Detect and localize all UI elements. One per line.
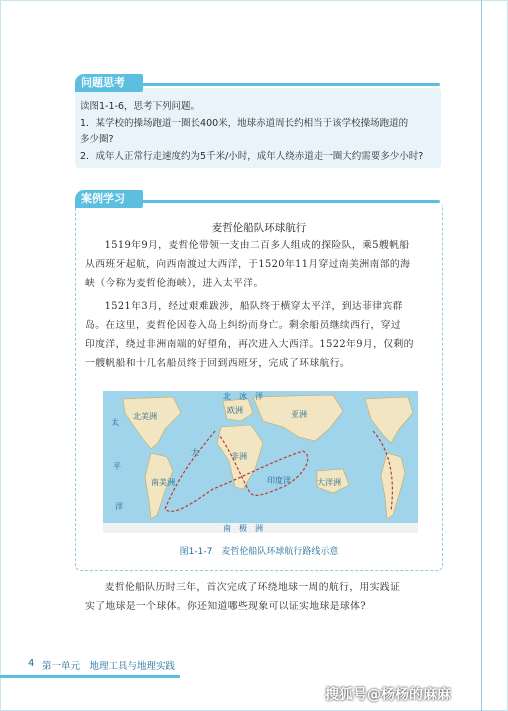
question-1-line1: 1．某学校的操场跑道一圈长400米，地球赤道周长约相当于该学校操场跑道的 xyxy=(80,118,409,129)
map-label-pacific-2: 平 xyxy=(113,462,121,471)
map-label-indian-ocean: 印度洋 xyxy=(267,476,291,485)
world-route-map xyxy=(103,391,418,533)
figure-caption: 图1-1-7 麦哲伦船队环球航行路线示意 xyxy=(179,547,339,557)
closing-line2: 实了地球是一个球体。你还知道哪些现象可以证实地球是球体? xyxy=(85,601,366,612)
case-title: 麦哲伦船队环球航行 xyxy=(211,222,307,234)
map-label-antarctica: 南 极 洲 xyxy=(223,524,263,533)
map-label-asia: 亚洲 xyxy=(291,410,307,419)
map-label-atlantic: 大 xyxy=(191,448,199,457)
map-label-europe: 欧洲 xyxy=(227,406,243,415)
question-1-line2: 多少圈? xyxy=(80,134,114,145)
page-number: 4 xyxy=(28,658,35,669)
map-label-north-america: 北美洲 xyxy=(133,412,157,421)
watermark: 搜狐号@杨杨的麻麻 xyxy=(325,687,451,703)
map-label-pacific-1: 太 xyxy=(111,418,119,427)
map-label-arctic: 北 冰 洋 xyxy=(223,392,263,401)
footer-rule xyxy=(0,675,180,678)
para1-line1: 1519年9月，麦哲伦带领一支由二百多人组成的探险队，乘5艘帆船 xyxy=(104,240,410,251)
margin-rule xyxy=(481,0,482,711)
question-2: 2．成年人正常行走速度约为5千米/小时，成年人绕赤道走一圈大约需要多少小时? xyxy=(80,151,424,162)
para1-line2: 从西班牙起航，向西南渡过大西洋，于1520年11月穿过南美洲南部的海 xyxy=(85,259,411,270)
map-label-oceania: 大洋洲 xyxy=(317,478,341,487)
map-label-africa: 非洲 xyxy=(231,452,247,461)
para2-line3: 印度洋，绕过非洲南端的好望角，再次进入大西洋。1522年9月，仅剩的 xyxy=(85,339,414,350)
question-tab: 问题思考 xyxy=(75,74,143,92)
case-tab: 案例学习 xyxy=(75,190,143,208)
para2-line4: 一艘帆船和十几名船员终于回到西班牙，完成了环球航行。 xyxy=(85,358,351,369)
unit-title: 第一单元 地理工具与地理实践 xyxy=(42,661,176,672)
map-label-pacific-3: 洋 xyxy=(115,502,123,511)
question-intro: 读图1-1-6，思考下列问题。 xyxy=(80,101,200,112)
para1-line3: 峡（今称为麦哲伦海峡），进入太平洋。 xyxy=(85,278,264,289)
map-label-south-america: 南美洲 xyxy=(151,478,175,487)
closing-line1: 麦哲伦船队历时三年，首次完成了环绕地球一周的航行，用实践证 xyxy=(104,582,401,593)
para2-line1: 1521年3月，经过艰难跋涉，船队终于横穿太平洋，到达菲律宾群 xyxy=(104,301,403,312)
para2-line2: 岛。在这里，麦哲伦因卷入岛上纠纷而身亡。剩余船员继续西行，穿过 xyxy=(85,320,402,331)
